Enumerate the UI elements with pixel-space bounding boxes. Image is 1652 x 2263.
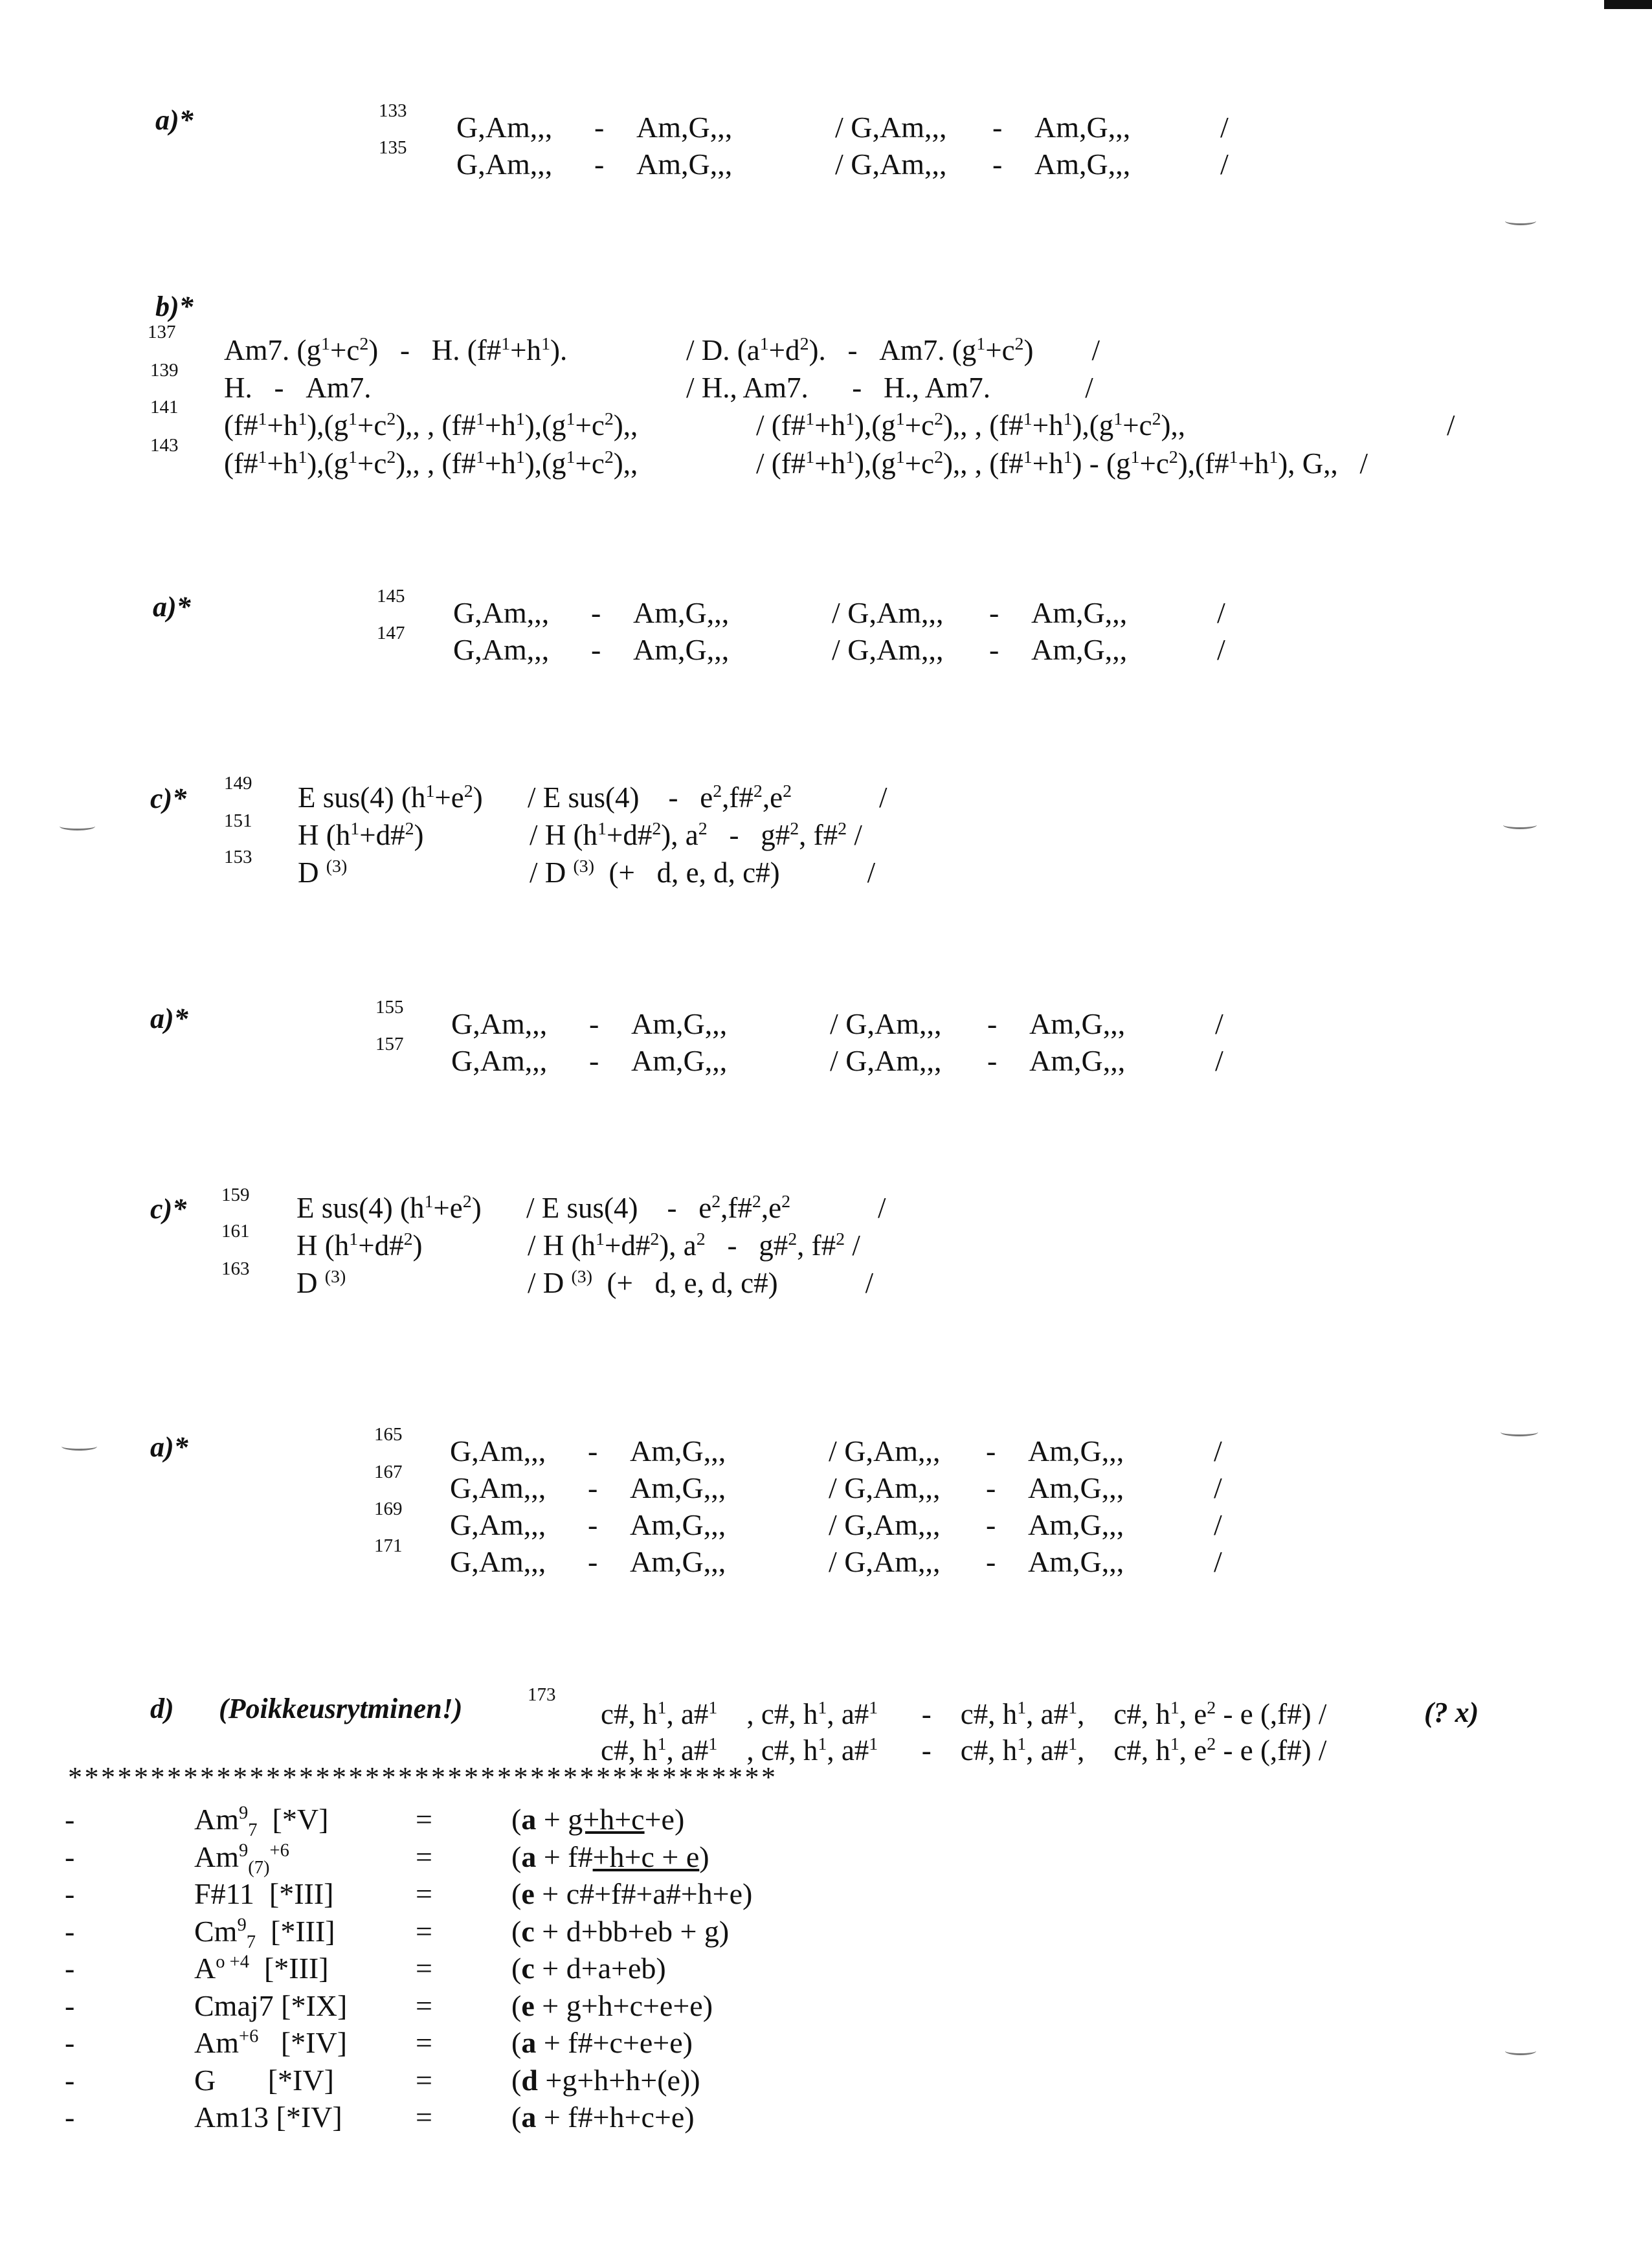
chord-line-159b: / E sus(4) - $e^2,f\#^2,e^2$ / [526,1192,886,1224]
chord-line-153b: / D $^{(3)}$ (+ d, e, d, c#) / [530,856,876,889]
chord-cell: G,Am,,, [456,148,553,181]
legend-chord: $A^{o +4}$ [*III] [194,1952,329,1985]
chord-line-159: E sus(4) $(h^1+e^2)$ [296,1192,482,1224]
chord-cell: / G,Am,,, [835,111,947,144]
measure-number: 149 [224,773,252,794]
legend-equals: = [416,2101,432,2134]
legend-dash: - [65,2026,75,2060]
legend-chord: $Am^{+6}$ [*IV] [194,2026,348,2060]
measure-number: 159 [221,1185,250,1205]
legend-equals: = [416,1989,432,2022]
chord-line-137: Am7. $(g^1+c^2) - H$. $(f\#^1+h^1)$. [224,334,568,366]
chord-legend [65,1801,752,2136]
scan-mark [61,1442,97,1451]
chord-cell: - [589,1007,599,1040]
chord-cell: G,Am,,, [450,1434,546,1467]
chord-cell: / [1217,633,1225,666]
chord-line-163: D $^{(3)}$ [296,1267,346,1299]
chord-line-149b: / E sus(4) - $e^2,f\#^2,e^2$ / [528,781,887,814]
measure-number: 155 [375,997,404,1018]
chord-line-173b: c#, $h^1$, a#$^1$ , c#, $h^1$, a#$^1$ - c#, $h^1$, a#$^1$, c#, $h^1$, $e^2$ - e (,f#) / [601,1734,1327,1767]
legend-equals: = [416,1914,432,1948]
chord-cell: / G,Am,,, [829,1508,941,1541]
chord-cell: - [989,596,999,629]
chord-line-161b: / H $(h^1+d\#^2)$, $a^2$ - g#$^2$, f#$^2$ / [528,1229,860,1262]
legend-chord: F#11 [*III] [194,1877,334,1911]
section-label: a)* [150,1431,188,1463]
measure-number: 139 [150,360,179,381]
chord-line-151b: / H $(h^1+d\#^2)$, $a^2$ - g#$^2$, f#$^2$ / [530,819,862,851]
chord-cell: Am,G,,, [1029,1007,1126,1040]
chord-cell: Am,G,,, [630,1508,726,1541]
chord-line-153: D $^{(3)}$ [298,856,348,889]
legend-formula: (a + g+h+c+e) [511,1803,685,1836]
chord-cell: - [992,111,1003,144]
measure-number: 135 [379,137,407,158]
legend-dash: - [65,1914,75,1948]
scan-mark [1503,821,1537,829]
scan-edge [1604,0,1652,9]
chord-line-163b: / D $^{(3)}$ (+ d, e, d, c#) / [528,1267,874,1299]
legend-row [65,2099,752,2136]
separator: ******************************************* [68,1761,778,1793]
legend-equals: = [416,1952,432,1985]
chord-cell: G,Am,,, [453,633,550,666]
chord-line-173a: c#, $h^1$, a#$^1$ , c#, $h^1$, a#$^1$ - c#, $h^1$, a#$^1$, c#, $h^1$, $e^2$ - e (,f#) / [601,1698,1327,1730]
measure-number: 145 [377,586,405,607]
section-label: d) [150,1693,174,1724]
chord-cell: - [987,1007,998,1040]
scan-mark [60,822,95,831]
legend-formula: (a + f#+h+c+e) [511,2101,695,2134]
chord-cell: Am,G,,, [633,596,730,629]
chord-cell: Am,G,,, [1028,1508,1124,1541]
legend-chord: Am13 [*IV] [194,2101,342,2134]
chord-cell: / [1214,1545,1222,1578]
legend-formula: (e + g+h+c+e+e) [511,1989,713,2022]
section-title: (Poikkeusrytminen!) [219,1693,463,1724]
repeat-note: (? x) [1424,1697,1479,1728]
chord-cell: Am,G,,, [631,1044,728,1077]
scan-mark [1501,1428,1538,1436]
chord-cell: / [1217,596,1225,629]
section-label: a)* [155,104,194,136]
legend-dash: - [65,1803,75,1836]
section-label: a)* [153,591,191,623]
chord-cell: G,Am,,, [450,1508,546,1541]
chord-cell: - [987,1044,998,1077]
scan-mark [1505,2047,1536,2055]
legend-formula: (c + d+bb+eb + g) [511,1914,730,1948]
measure-number: 153 [224,847,252,867]
chord-cell: / G,Am,,, [830,1044,942,1077]
chord-cell: / G,Am,,, [829,1434,941,1467]
legend-row [65,2062,752,2099]
legend-chord: Cmaj7 [*IX] [194,1989,348,2022]
chord-cell: - [589,1044,599,1077]
chord-cell: Am,G,,, [636,111,733,144]
chord-cell: - [992,148,1003,181]
legend-row [65,1875,752,1913]
chord-cell: Am,G,,, [630,1545,726,1578]
chord-cell: Am,G,,, [1028,1545,1124,1578]
chord-cell: - [594,148,605,181]
chord-cell: G,Am,,, [456,111,553,144]
chord-cell: / G,Am,,, [830,1007,942,1040]
measure-number: 161 [221,1221,250,1242]
chord-cell: Am,G,,, [1029,1044,1126,1077]
chord-cell: - [591,633,601,666]
chord-cell: - [986,1471,996,1504]
chord-cell: / [1220,148,1229,181]
legend-equals: = [416,2063,432,2097]
legend-formula: (c + d+a+eb) [511,1952,666,1985]
chord-cell: Am,G,,, [630,1434,726,1467]
scan-mark [1505,217,1536,225]
chord-cell: Am,G,,, [636,148,733,181]
section-label: c)* [150,783,187,814]
chord-cell: Am,G,,, [1034,148,1131,181]
chord-cell: Am,G,,, [1028,1471,1124,1504]
chord-line-141: $(f\#^1+h^1),(g^1+c^2)$,, , $(f\#^1+h^1),(g^1+c^2)$,, [224,409,638,441]
chord-cell: G,Am,,, [451,1044,548,1077]
chord-line-161: H $(h^1+d\#^2)$ [296,1229,423,1262]
chord-cell: / G,Am,,, [832,596,944,629]
legend-formula: (a + f#+h+c + e) [511,1840,709,1873]
chord-cell: / [1215,1007,1223,1040]
chord-cell: Am,G,,, [1031,633,1128,666]
measure-number: 167 [374,1462,403,1482]
chord-cell: - [588,1471,598,1504]
chord-cell: G,Am,,, [450,1471,546,1504]
chord-cell: - [588,1434,598,1467]
chord-cell: - [591,596,601,629]
legend-chord: G [*IV] [194,2063,334,2097]
measure-number: 169 [374,1499,403,1519]
chord-line-139: H. - Am7. [224,372,372,404]
chord-cell: Am,G,,, [1034,111,1131,144]
legend-equals: = [416,1877,432,1911]
chord-cell: / G,Am,,, [835,148,947,181]
chord-line-139b: / H., Am7. - H., Am7. / [686,372,1093,404]
legend-dash: - [65,1989,75,2022]
legend-formula: (a + f#+c+e+e) [511,2026,693,2060]
chord-cell: Am,G,,, [1031,596,1128,629]
chord-cell: / [1214,1471,1222,1504]
chord-line-149: E sus(4) $(h^1+e^2)$ [298,781,483,814]
measure-number: 133 [379,100,407,121]
section-label: a)* [150,1003,188,1034]
measure-number: 165 [374,1424,403,1445]
chord-line-137b: / D. $(a^1+d^2)$. - Am7. $(g^1+c^2)$ / [686,334,1100,366]
section-label: c)* [150,1193,187,1225]
legend-equals: = [416,1840,432,1873]
chord-cell: / [1214,1508,1222,1541]
legend-chord: $Am^9_{(7)}^{+6}$ [194,1840,289,1878]
measure-number: 171 [374,1535,403,1556]
measure-number: 137 [148,322,176,342]
legend-equals: = [416,2026,432,2060]
measure-number: 163 [221,1258,250,1279]
measure-number: 141 [150,397,179,418]
chord-cell: / G,Am,,, [832,633,944,666]
legend-chord: $Am^9_7$ [*V] [194,1803,329,1841]
bar-line: / [1447,409,1455,441]
legend-row [65,1801,752,1838]
chord-cell: G,Am,,, [453,596,550,629]
section-label: b)* [155,291,194,322]
legend-dash: - [65,2063,75,2097]
legend-formula: (d +g+h+h+(e)) [511,2063,700,2097]
legend-equals: = [416,1803,432,1836]
legend-row [65,1950,752,1987]
chord-line-141b: / $(f\#^1+h^1),(g^1+c^2)$,, , $(f\#^1+h^1),(g^1+c^2)$,, [756,409,1186,441]
legend-row [65,1913,752,1950]
chord-cell: Am,G,,, [631,1007,728,1040]
chord-line-143b: / $(f\#^1+h^1),(g^1+c^2)$,, , $(f\#^1+h^1)$ - $(g^1+c^2),(f\#^1+h^1)$, G,, / [756,447,1368,480]
chord-cell: Am,G,,, [630,1471,726,1504]
chord-cell: - [989,633,999,666]
chord-cell: / [1220,111,1229,144]
chord-cell: - [986,1545,996,1578]
chord-cell: Am,G,,, [633,633,730,666]
legend-dash: - [65,1840,75,1873]
chord-cell: Am,G,,, [1028,1434,1124,1467]
chord-cell: / G,Am,,, [829,1545,941,1578]
chord-line-143: $(f\#^1+h^1),(g^1+c^2)$,, , $(f\#^1+h^1),(g^1+c^2)$,, [224,447,638,480]
chord-cell: - [594,111,605,144]
measure-number: 173 [528,1684,556,1705]
measure-number: 147 [377,623,405,643]
legend-row [65,1987,752,2025]
chord-line-151: H $(h^1+d\#^2)$ [298,819,424,851]
legend-dash: - [65,1877,75,1911]
chord-cell: - [986,1434,996,1467]
chord-cell: G,Am,,, [451,1007,548,1040]
chord-cell: / G,Am,,, [829,1471,941,1504]
legend-formula: (e + c#+f#+a#+h+e) [511,1877,753,1911]
chord-cell: - [986,1508,996,1541]
chord-cell: / [1214,1434,1222,1467]
measure-number: 143 [150,435,179,456]
measure-number: 157 [375,1034,404,1054]
legend-dash: - [65,1952,75,1985]
chord-cell: G,Am,,, [450,1545,546,1578]
chord-cell: - [588,1545,598,1578]
measure-number: 151 [224,810,252,831]
legend-row [65,2024,752,2062]
chord-cell: / [1215,1044,1223,1077]
chord-cell: - [588,1508,598,1541]
legend-chord: $Cm^9_7$ [*III] [194,1914,335,1952]
legend-row [65,1838,752,1876]
legend-dash: - [65,2101,75,2134]
